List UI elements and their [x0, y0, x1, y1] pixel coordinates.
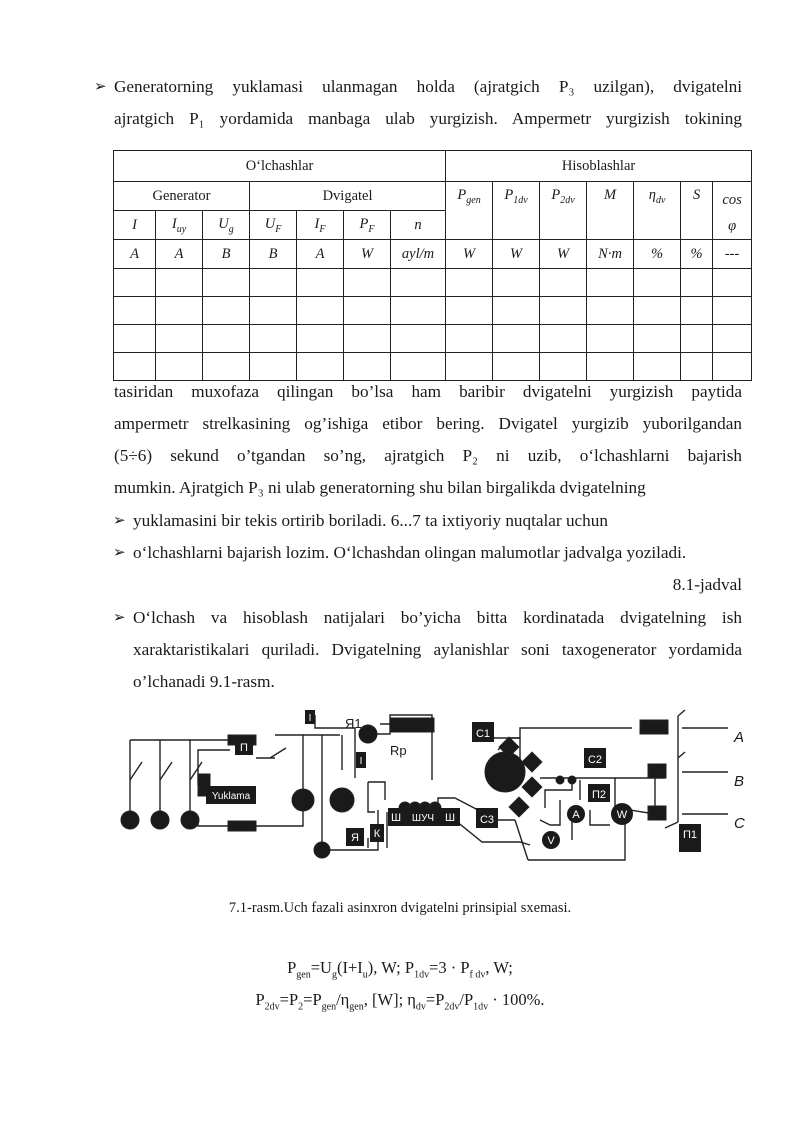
components: [121, 718, 668, 858]
table-cell: [540, 269, 587, 297]
table-label: 8.1-jadval: [672, 575, 742, 594]
col-header-m: M: [587, 182, 634, 240]
col-header-n: n: [391, 211, 446, 240]
unit-cell: W: [540, 240, 587, 269]
phase-c-label: C: [734, 815, 745, 832]
unit-cell: B: [203, 240, 250, 269]
k-label: К: [373, 828, 381, 840]
sub-header-generator: Generator: [114, 182, 250, 211]
table-cell: [344, 325, 391, 353]
table-cell: [446, 269, 493, 297]
col-header-eta: $\eta_{dv}$: [634, 182, 681, 240]
table-cell: [634, 269, 681, 297]
col-header-pf: $P_F$: [344, 211, 391, 240]
text-line: mumkin. Ajratgich P₃ ni ulab generatorning shu bilan birgalikda dvigatelning: [114, 478, 646, 497]
table-cell: [114, 297, 156, 325]
unit-cell: W: [446, 240, 493, 269]
table-cell: [493, 297, 540, 325]
fuse-2: [151, 811, 169, 829]
table-cell: [681, 297, 713, 325]
voltmeter-label: V: [547, 835, 555, 847]
unit-cell: A: [114, 240, 156, 269]
fuse-3: [181, 811, 199, 829]
text-line: tasiridan muxofaza qilingan bo’lsa ham baribir dvigatelni yurgizish paytida: [114, 382, 742, 401]
table-cell: [713, 297, 752, 325]
c1-label: С1: [475, 728, 491, 740]
stator-winding: [522, 777, 542, 797]
arrow-bullet-icon: ➢: [113, 610, 126, 626]
arrow-bullet-icon: ➢: [113, 545, 126, 561]
table-cell: [297, 297, 344, 325]
i-mid-label: I: [359, 756, 363, 767]
col-header-i: I: [114, 211, 156, 240]
table-cell: [446, 297, 493, 325]
bullet-paragraph-1: [94, 71, 742, 135]
col-header-cosphi: cos φ: [713, 182, 752, 240]
p-switch-label: П: [240, 742, 248, 754]
table-cell: [681, 325, 713, 353]
table-cell: [297, 325, 344, 353]
contact-dot: [568, 776, 576, 784]
ya-label: Я: [351, 832, 359, 844]
rheostat-rp: [390, 718, 434, 732]
text-line: yuklamasini bir tekis ortirib boriladi. 6...7 ta ixtiyoriy nuqtalar uchun: [133, 511, 608, 530]
i-top-label: I: [308, 713, 312, 724]
table-cell: [250, 297, 297, 325]
table-cell: [297, 269, 344, 297]
table-cell: [540, 297, 587, 325]
table-cell: [114, 325, 156, 353]
sh-left-label: Ш: [390, 812, 402, 824]
resistor-low: [648, 806, 666, 820]
paragraph-2: [114, 376, 742, 504]
table-cell: [540, 325, 587, 353]
unit-cell: ---: [713, 240, 752, 269]
motor-icon: [330, 788, 354, 812]
measurement-table: [113, 150, 752, 381]
col-header-if: $I_F$: [297, 211, 344, 240]
switch-contact: [228, 821, 256, 831]
shuch-label: ШУЧ: [411, 813, 435, 824]
phase-b-label: B: [734, 773, 745, 790]
col-header-p2dv: $P_{2dv}$: [540, 182, 587, 240]
text-line: ajratgich P₁ yordamida manbaga ulab yurgizish. Ampermetr yurgizish tokining: [114, 109, 742, 128]
text-line: ampermetr strelkasining og’ishiga etibor bering. Dvigatel yurgizib yuborilgandan: [114, 414, 742, 433]
arrow-bullet-icon: ➢: [94, 79, 107, 95]
p2-label: П2: [591, 789, 607, 801]
unit-cell: B: [250, 240, 297, 269]
table-cell: [587, 269, 634, 297]
group-header-measurements: O‘lchashlar: [114, 151, 446, 182]
table-cell: [114, 269, 156, 297]
circuit-diagram: [110, 700, 760, 875]
rp-label: Rp: [390, 743, 407, 758]
phase-a-label: A: [734, 729, 745, 746]
formula-line-2: $P_{2dv}=P_2=P_{gen}/\eta_{gen}$, [W]; $\eta_{dv}=P_{2dv}/P_{1dv} \cdot 100\%$.: [255, 990, 545, 1013]
table-cell: [156, 297, 203, 325]
text-line: o‘lchashlarni bajarish lozim. O‘lchashdan olingan malumotlar jadvalga yoziladi.: [133, 543, 687, 562]
table-cell: [681, 269, 713, 297]
contact-dot: [556, 776, 564, 784]
c3-label: С3: [479, 814, 495, 826]
text-line: O‘lchash va hisoblash natijalari bo’yicha bitta kordinatada dvigatelning ish: [133, 608, 742, 627]
table-row: [114, 297, 752, 325]
unit-cell: %: [634, 240, 681, 269]
arrow-bullet-icon: ➢: [113, 513, 126, 529]
unit-cell: W: [344, 240, 391, 269]
table-cell: [446, 325, 493, 353]
table-cell: [713, 325, 752, 353]
text-line: (5÷6) sekund o’tgandan so’ng, ajratgich P₂ ni uzib, o‘lchashlarni bajarish: [114, 446, 742, 465]
table-cell: [156, 269, 203, 297]
table-cell: [587, 297, 634, 325]
table-cell: [156, 325, 203, 353]
units-row: [114, 240, 752, 269]
p1-label: П1: [682, 829, 698, 841]
c2-label: С2: [587, 754, 603, 766]
ya1-label: Я1: [345, 716, 362, 731]
table-cell: [344, 297, 391, 325]
text-line: xaraktaristikalari quriladi. Dvigatelning aylanishlar soni taxogenerator yordamida: [133, 640, 742, 659]
unit-cell: A: [297, 240, 344, 269]
ammeter-label: A: [572, 809, 580, 821]
generator-icon: [292, 789, 314, 811]
resistor-mid: [648, 764, 666, 778]
induction-motor-stator: [485, 752, 525, 792]
load-label: Yuklama: [211, 791, 251, 802]
table-cell: [713, 269, 752, 297]
table-cell: [203, 297, 250, 325]
sh-right-label: Ш: [444, 812, 456, 824]
table-cell: [587, 325, 634, 353]
text-line: Generatorning yuklamasi ulanmagan holda (ajratgich P₃ uzilgan), dvigatelni: [114, 77, 742, 96]
unit-cell: N·m: [587, 240, 634, 269]
table-row: [114, 269, 752, 297]
table-cell: [493, 325, 540, 353]
formula-line-1: $P_{gen}=U_g(I+I_u)$, W; $P_{1dv}=3 \cdot P_{f dv}$, W;: [287, 958, 513, 981]
sub-header-motor: Dvigatel: [250, 182, 446, 211]
fuse-1: [121, 811, 139, 829]
wattmeter-label: W: [616, 809, 628, 821]
col-header-s: S: [681, 182, 713, 240]
bullet-paragraph-4: [113, 602, 742, 698]
bullet-paragraph-3: [113, 537, 742, 569]
ammeter-ya1-icon: [359, 725, 377, 743]
table-cell: [634, 297, 681, 325]
table-cell: [391, 269, 446, 297]
bullet-paragraph-2: [113, 505, 742, 537]
table-cell: [391, 297, 446, 325]
table-cell: [493, 269, 540, 297]
table-cell: [634, 325, 681, 353]
table-cell: [203, 325, 250, 353]
table-row: [114, 325, 752, 353]
col-header-uf: $U_F$: [250, 211, 297, 240]
unit-cell: ayl/m: [391, 240, 446, 269]
resistor-top: [640, 720, 668, 734]
col-header-iuy: $I_{uy}$: [156, 211, 203, 240]
stator-winding: [509, 797, 529, 817]
unit-cell: A: [156, 240, 203, 269]
table-cell: [250, 325, 297, 353]
group-header-calculations: Hisoblashlar: [446, 151, 752, 182]
table-cell: [344, 269, 391, 297]
text-line: o’lchanadi 9.1-rasm.: [133, 672, 275, 691]
col-header-p1dv: $P_{1dv}$: [493, 182, 540, 240]
tacho-icon: [314, 842, 330, 858]
unit-cell: %: [681, 240, 713, 269]
table-cell: [203, 269, 250, 297]
unit-cell: W: [493, 240, 540, 269]
table-cell: [391, 325, 446, 353]
col-header-pgen: $P_{gen}$: [446, 182, 493, 240]
figure-caption: 7.1-rasm.Uch fazali asinxron dvigatelni prinsipial sxemasi.: [228, 900, 572, 916]
col-header-ug: $U_g$: [203, 211, 250, 240]
table-cell: [250, 269, 297, 297]
